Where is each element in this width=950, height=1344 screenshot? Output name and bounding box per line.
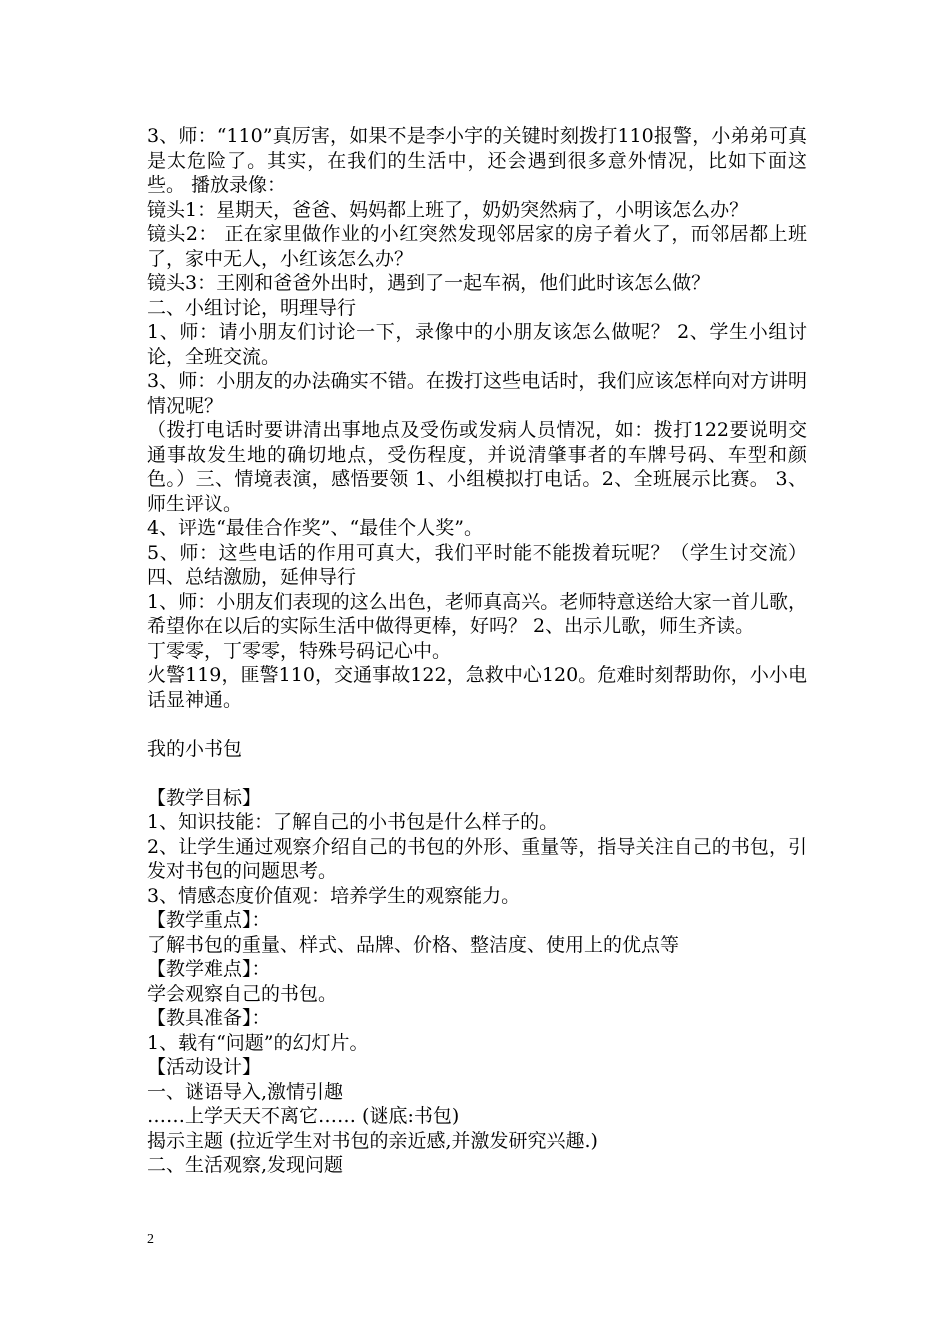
paragraph: 5、师：这些电话的作用可真大，我们平时能不能拨着玩呢？（学生讨交流） 四、总结激励，延伸导行 xyxy=(147,541,807,588)
section-heading: 【教学重点】： xyxy=(147,909,271,931)
paragraph: 3、师：小朋友的办法确实不错。在拨打这些电话时，我们应该怎样向对方讲明情况呢？ xyxy=(147,370,807,417)
paragraph: 镜头3：王刚和爸爸外出时，遇到了一起车祸，他们此时该怎么做？ xyxy=(147,272,711,294)
paragraph: 1、载有“问题”的幻灯片。 xyxy=(147,1031,369,1054)
paragraph: 1、师：小朋友们表现的这么出色，老师真高兴。老师特意送给大家一首儿歌，希望你在以后的实际生活中做得更棒，好吗？ 2、出示儿歌，师生齐读。 xyxy=(147,590,807,637)
paragraph: 学会观察自己的书包。 xyxy=(147,982,338,1005)
section-heading: 二、小组讨论，明理导行 xyxy=(147,296,357,319)
paragraph: ……上学天天不离它…… (谜底:书包) xyxy=(147,1105,460,1127)
paragraph: 1、知识技能：了解自己的小书包是什么样子的。 xyxy=(147,811,559,833)
paragraph: 一、谜语导入,激情引趣 xyxy=(147,1080,344,1103)
section-heading: 【教学难点】： xyxy=(147,958,271,980)
paragraph: （拨打电话时要讲清出事地点及受伤或发病人员情况，如：拨打122要说明交通事故发生地的确切地点，受伤程度，并说清肇事者的车牌号码、车型和颜色。）三、情境表演，感悟要领 1、小组模拟打电话。2、全班展示比赛。 3、师生评议。 xyxy=(147,419,807,515)
paragraph: 二、生活观察,发现问题 xyxy=(147,1154,344,1176)
paragraph: 丁零零，丁零零，特殊号码记心中。 xyxy=(147,639,452,662)
paragraph: 2、让学生通过观察介绍自己的书包的外形、重量等，指导关注自己的书包，引发对书包的问题思考。 xyxy=(147,835,807,882)
page-number: 2 xyxy=(147,1232,154,1247)
paragraph: 了解书包的重量、样式、品牌、价格、整洁度、使用上的优点等 xyxy=(147,933,680,956)
paragraph: 镜头1：星期天，爸爸、妈妈都上班了，奶奶突然病了，小明该怎么办？ xyxy=(147,198,749,221)
section-heading: 【教学目标】 xyxy=(147,786,262,809)
section-heading: 【活动设计】 xyxy=(147,1056,262,1078)
paragraph: 3、师：“110”真厉害，如果不是李小宇的关键时刻拨打110报警，小弟弟可真是太危险了。其实，在我们的生活中，还会遇到很多意外情况，比如下面这些。 播放录像： xyxy=(147,125,807,196)
paragraph: 揭示主题 (拉近学生对书包的亲近感,并激发研究兴趣.) xyxy=(147,1129,598,1152)
blank-line xyxy=(147,712,807,737)
section-heading: 【教具准备】： xyxy=(147,1007,271,1029)
paragraph: 4、评选“最佳合作奖”、“最佳个人奖”。 xyxy=(147,517,483,539)
document-body xyxy=(147,124,807,1178)
paragraph: 火警119，匪警110，交通事故122，急救中心120。危难时刻帮助你，小小电话显神通。 xyxy=(147,664,807,711)
lesson-title: 我的小书包 xyxy=(147,737,243,760)
paragraph: 镜头2： 正在家里做作业的小红突然发现邻居家的房子着火了，而邻居都上班了，家中无人，小红该怎么办？ xyxy=(147,223,807,270)
blank-line xyxy=(147,761,807,786)
paragraph: 1、师：请小朋友们讨论一下，录像中的小朋友该怎么做呢？ 2、学生小组讨论，全班交流。 xyxy=(147,321,807,368)
paragraph: 3、情感态度价值观：培养学生的观察能力。 xyxy=(147,884,521,907)
